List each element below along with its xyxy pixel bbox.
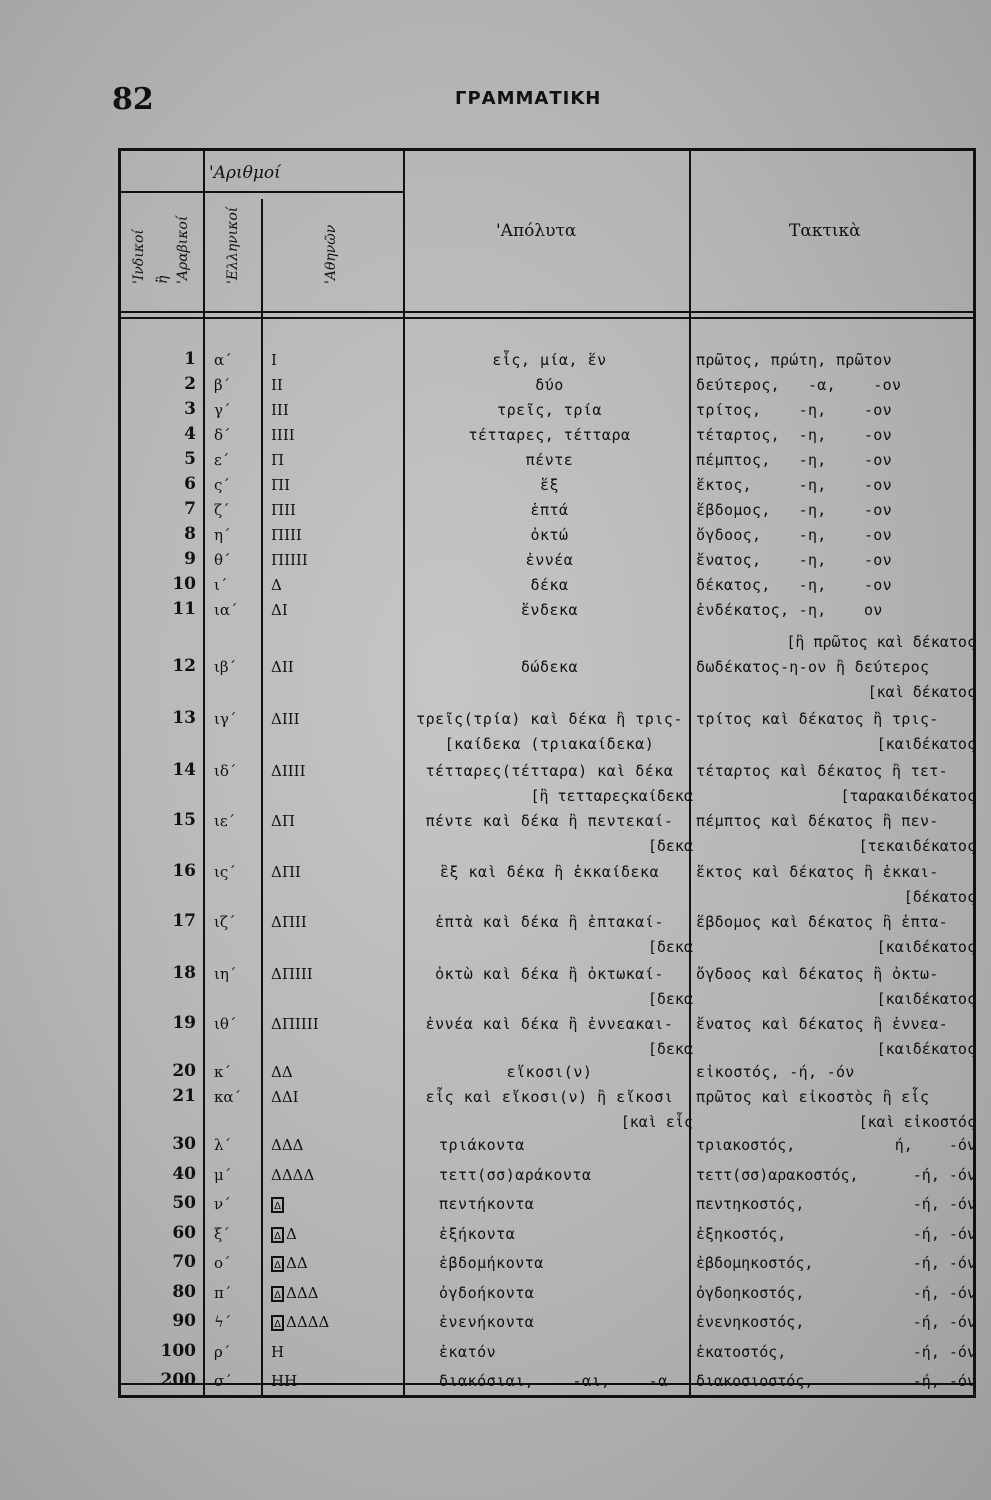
row21-cardinal-2: [καὶ εἷς xyxy=(620,1113,693,1131)
tens-cardinal: ἑξήκοντα xyxy=(439,1224,516,1243)
tens-cardinal: πεντήκοντα xyxy=(439,1195,535,1213)
row18-attic: ΔΠIII xyxy=(271,965,313,983)
tens-ordinal-endings: -ή, -όν xyxy=(912,1195,976,1213)
row-greek-numeral: ε΄ xyxy=(214,451,230,469)
tens-cardinal: τεττ(σσ)αράκοντα xyxy=(439,1165,592,1184)
row20-number: 20 xyxy=(172,1061,196,1081)
tens-ordinal-endings: -ή, -όν xyxy=(912,1224,976,1243)
row14-ordinal-2: [ταρακαιδέκατος xyxy=(840,787,976,805)
tens-attic-numeral xyxy=(271,1195,286,1213)
row18-ordinal-1: ὄγδοος καὶ δέκατος ἢ ὀκτω- xyxy=(696,965,939,983)
group-header-line xyxy=(121,191,403,193)
tens-ordinal: ἑβδομηκοστός, xyxy=(696,1254,814,1272)
row-cardinal: ὀκτώ xyxy=(530,526,569,544)
page-title: ΓΡΑΜΜΑΤΙΚΗ xyxy=(455,88,602,109)
row19-ordinal-1: ἔνατος καὶ δέκατος ἢ ἐννεα- xyxy=(696,1015,948,1033)
row16-ordinal-2: [δέκατος xyxy=(903,888,976,906)
tens-greek-numeral: ϟ΄ xyxy=(214,1313,232,1331)
tens-number: 30 xyxy=(172,1134,196,1154)
row-ordinal: ἔνατος, -η, -ον xyxy=(696,551,892,569)
row18-cardinal-1: ὀκτὼ καὶ δέκα ἢ ὀκτωκαί- xyxy=(435,965,664,983)
row-cardinal: πέντε xyxy=(525,451,574,469)
row-attic-numeral: ΔI xyxy=(271,601,288,619)
row-ordinal: ἕκτος, -η, -ον xyxy=(696,476,892,494)
row15-number: 15 xyxy=(172,810,196,830)
tens-ordinal-endings: -ή, -όν xyxy=(912,1372,976,1390)
row-ordinal: ἕβδομος, -η, -ον xyxy=(696,501,892,519)
row21-attic: ΔΔI xyxy=(271,1088,299,1106)
tens-attic-numeral xyxy=(271,1136,304,1154)
row-ordinal: ὄγδοος, -η, -ον xyxy=(696,526,892,544)
tens-cardinal: διακόσιαι, -αι, -α xyxy=(439,1372,668,1390)
tens-attic-numeral xyxy=(271,1284,319,1302)
row-attic-numeral: II xyxy=(271,376,283,394)
row16-ordinal-1: ἕκτος καὶ δέκατος ἢ ἑκκαι- xyxy=(696,863,939,881)
header-indian: 'Ινδικοί xyxy=(131,229,147,284)
tens-greek-numeral: π΄ xyxy=(214,1283,232,1302)
row14-number: 14 xyxy=(172,760,196,780)
tens-attic-numeral xyxy=(271,1372,297,1390)
row17-cardinal-1: ἑπτὰ καὶ δέκα ἢ ἑπτακαί- xyxy=(435,913,664,931)
page-number: 82 xyxy=(112,82,154,117)
row13-attic: ΔIII xyxy=(271,710,300,728)
tens-number: 60 xyxy=(172,1222,196,1243)
pente-delta-box: Δ xyxy=(271,1227,284,1243)
row-greek-numeral: γ΄ xyxy=(214,401,231,419)
tens-number: 50 xyxy=(172,1193,196,1213)
col-line-2 xyxy=(261,199,263,1395)
row19-attic: ΔΠIIII xyxy=(271,1015,319,1033)
row-cardinal: ἑπτά xyxy=(530,501,569,519)
row-attic-numeral: ΠI xyxy=(271,476,291,494)
row12-ordinal-2: δωδέκατος-η-ον ἢ δεύτερος xyxy=(696,658,930,676)
row18-cardinal-2: [δεκα xyxy=(647,990,693,1008)
tens-attic-symbols: H xyxy=(271,1342,285,1361)
tens-attic-symbols: Δ xyxy=(286,1224,297,1243)
row17-number: 17 xyxy=(172,911,196,931)
row17-ordinal-1: ἕβδομος καὶ δέκατος ἢ ἑπτα- xyxy=(696,913,948,931)
tens-attic-symbols: ΔΔ xyxy=(286,1254,308,1272)
col-line-1 xyxy=(203,151,205,1395)
tens-attic-symbols: ΔΔΔ xyxy=(286,1283,319,1302)
row-ordinal: δεύτερος, -α, -ον xyxy=(696,376,902,394)
tens-ordinal-endings: -ή, -όν xyxy=(912,1165,976,1184)
row12-greek: ιβ΄ xyxy=(214,658,237,676)
row17-attic: ΔΠII xyxy=(271,913,307,931)
tens-number: 80 xyxy=(172,1281,196,1302)
row-ordinal: δέκατος, -η, -ον xyxy=(696,576,892,594)
row-number: 5 xyxy=(184,449,196,469)
row-greek-numeral: δ΄ xyxy=(214,426,231,444)
tens-ordinal: πεντηκοστός, xyxy=(696,1195,805,1213)
header-numerals: 'Αριθμοί xyxy=(209,163,281,183)
tens-ordinal-endings: -ή, -όν xyxy=(912,1342,976,1361)
row12-ordinal-1: [ἢ πρῶτος καὶ δέκατος xyxy=(786,633,976,651)
row-number: 6 xyxy=(184,474,196,494)
row13-cardinal-1: τρεῖς(τρία) καὶ δέκα ἢ τρις- xyxy=(416,710,683,728)
row19-number: 19 xyxy=(172,1013,196,1033)
tens-greek-numeral: ρ΄ xyxy=(214,1342,231,1361)
tens-attic-numeral xyxy=(271,1343,284,1361)
col-line-3 xyxy=(403,151,405,1395)
row21-ordinal-2: [καὶ εἰκοστός xyxy=(858,1113,976,1131)
row12-attic: ΔII xyxy=(271,658,294,676)
row-number: 7 xyxy=(184,499,196,519)
row-cardinal: δέκα xyxy=(530,576,569,594)
header-bottom-line-2 xyxy=(121,317,973,319)
row-cardinal: ἕνδεκα xyxy=(520,601,579,619)
row20-ordinal: εἰκοστός, -ή, -όν xyxy=(696,1063,855,1081)
row21-ordinal-1: πρῶτος καὶ εἰκοστὸς ἢ εἷς xyxy=(696,1088,930,1106)
row16-greek: ις΄ xyxy=(214,863,236,881)
row-number: 4 xyxy=(184,424,196,444)
row17-greek: ιζ΄ xyxy=(214,913,236,931)
tens-number: 70 xyxy=(172,1252,196,1272)
tens-attic-symbols: HH xyxy=(271,1372,298,1390)
header-ordinal: Τακτικὰ xyxy=(789,221,861,241)
row12-ordinal-3: [καὶ δέκατος xyxy=(867,683,976,701)
row20-greek: κ΄ xyxy=(214,1063,231,1081)
row-ordinal: πρῶτος, πρώτη, πρῶτον xyxy=(696,351,892,369)
tens-number: 90 xyxy=(172,1311,196,1331)
row15-cardinal-1: πέντε καὶ δέκα ἢ πεντεκαί- xyxy=(425,812,674,830)
tens-ordinal: ὀγδοηκοστός, xyxy=(696,1283,805,1302)
row15-cardinal-2: [δεκα xyxy=(647,837,693,855)
row-cardinal: ἕξ xyxy=(539,476,560,494)
row-ordinal: ἑνδέκατος, -η, ον xyxy=(696,601,883,619)
row-attic-numeral: Π xyxy=(271,451,285,469)
tens-number: 40 xyxy=(172,1163,196,1184)
row20-attic: ΔΔ xyxy=(271,1063,293,1081)
row-number: 9 xyxy=(184,549,196,569)
tens-ordinal: ἑκατοστός, xyxy=(696,1342,787,1361)
row-cardinal: τέτταρες, τέτταρα xyxy=(468,426,631,444)
tens-number: 200 xyxy=(160,1370,196,1390)
row-number: 10 xyxy=(172,574,196,594)
row-attic-numeral: IIII xyxy=(271,426,295,444)
row-greek-numeral: ς΄ xyxy=(214,476,230,494)
header-or: ἢ xyxy=(155,275,171,284)
row21-number: 21 xyxy=(172,1086,196,1106)
row14-greek: ιδ΄ xyxy=(214,762,237,780)
row17-cardinal-2: [δεκα xyxy=(647,938,693,956)
tens-attic-numeral xyxy=(271,1225,297,1243)
row-number: 3 xyxy=(184,399,196,419)
row17-ordinal-2: [καιδέκατος xyxy=(876,938,976,956)
row19-cardinal-1: ἐννέα καὶ δέκα ἢ ἐννεακαι- xyxy=(425,1015,674,1033)
row21-greek: κα΄ xyxy=(214,1088,242,1106)
tens-ordinal: τριακοστός, xyxy=(696,1136,796,1154)
tens-greek-numeral: σ΄ xyxy=(214,1372,232,1390)
tens-greek-numeral: ο΄ xyxy=(214,1254,231,1272)
tens-ordinal-endings: -ή, -όν xyxy=(912,1313,976,1331)
row12-cardinal: δώδεκα xyxy=(520,658,579,676)
row-greek-numeral: β΄ xyxy=(214,376,231,394)
pente-delta-box: Δ xyxy=(271,1286,284,1302)
row19-ordinal-2: [καιδέκατος xyxy=(876,1040,976,1058)
tens-attic-numeral xyxy=(271,1313,329,1331)
row15-greek: ιε΄ xyxy=(214,812,236,830)
row14-attic: ΔIIII xyxy=(271,762,306,780)
row14-cardinal-2: [ἢ τετταρεςκαίδεκα xyxy=(530,787,693,805)
row14-ordinal-1: τέταρτος καὶ δέκατος ἢ τετ- xyxy=(696,762,948,780)
row-cardinal: εἷς, μία, ἕν xyxy=(492,351,607,369)
header-cardinal: 'Απόλυτα xyxy=(496,221,577,241)
row-greek-numeral: ια΄ xyxy=(214,601,238,619)
tens-attic-symbols: ΔΔΔ xyxy=(271,1136,304,1154)
row13-ordinal-1: τρίτος καὶ δέκατος ἢ τρις- xyxy=(696,710,939,728)
row-number: 2 xyxy=(184,374,196,394)
row-cardinal: τρεῖς, τρία xyxy=(497,401,602,419)
row-ordinal: πέμπτος, -η, -ον xyxy=(696,451,892,469)
tens-ordinal-endings: -ή, -όν xyxy=(912,1283,976,1302)
tens-ordinal: ἑξηκοστός, xyxy=(696,1224,787,1243)
tens-greek-numeral: λ΄ xyxy=(214,1136,232,1154)
row13-cardinal-2: [καίδεκα (τριακαίδεκα) xyxy=(444,735,655,753)
row15-ordinal-1: πέμπτος καὶ δέκατος ἢ πεν- xyxy=(696,812,939,830)
row-greek-numeral: η΄ xyxy=(214,526,231,544)
row15-attic: ΔΠ xyxy=(271,812,295,830)
tens-ordinal: διακοσιοστός, xyxy=(696,1372,814,1390)
tens-number: 100 xyxy=(160,1340,196,1361)
row-attic-numeral: I xyxy=(271,351,277,369)
row-greek-numeral: α΄ xyxy=(214,351,232,369)
row13-number: 13 xyxy=(172,708,196,728)
tens-cardinal: ἐνενήκοντα xyxy=(439,1313,535,1331)
row-ordinal: τρίτος, -η, -ον xyxy=(696,401,892,419)
row14-cardinal-1: τέτταρες(τέτταρα) καὶ δέκα xyxy=(425,762,674,780)
row-number: 11 xyxy=(172,599,196,619)
row13-greek: ιγ΄ xyxy=(214,710,237,728)
tens-ordinal-endings: -ή, -όν xyxy=(912,1254,976,1272)
tens-cardinal: ἑβδομήκοντα xyxy=(439,1254,544,1272)
row15-ordinal-2: [τεκαιδέκατος xyxy=(858,837,976,855)
row-attic-numeral: ΠII xyxy=(271,501,296,519)
row18-greek: ιη΄ xyxy=(214,965,237,983)
pente-delta-box: Δ xyxy=(271,1256,284,1272)
header-bottom-line xyxy=(121,311,973,313)
tens-ordinal-endings: ή, -όν xyxy=(894,1136,976,1154)
tens-attic-numeral xyxy=(271,1166,314,1184)
row-attic-numeral: ΠIII xyxy=(271,526,302,544)
row13-ordinal-2: [καιδέκατος xyxy=(876,735,976,753)
row18-number: 18 xyxy=(172,963,196,983)
row18-ordinal-2: [καιδέκατος xyxy=(876,990,976,1008)
row-greek-numeral: θ΄ xyxy=(214,551,231,569)
row-cardinal: ἐννέα xyxy=(525,551,574,569)
header-arabic: 'Αραβικοί xyxy=(175,215,191,284)
row21-cardinal-1: εἷς καὶ εἴκοσι(ν) ἢ εἴκοσι xyxy=(425,1088,674,1106)
row-number: 8 xyxy=(184,524,196,544)
row-attic-numeral: ΠIIII xyxy=(271,551,308,569)
row16-cardinal-1: ἓξ καὶ δέκα ἢ ἑκκαίδεκα xyxy=(439,863,660,881)
tens-ordinal: τεττ(σσ)αρακοστός, xyxy=(696,1165,859,1184)
numerals-table xyxy=(118,148,976,1398)
row-ordinal: τέταρτος, -η, -ον xyxy=(696,426,892,444)
header-athenian: 'Αθηνῶν xyxy=(323,224,339,284)
row16-attic: ΔΠI xyxy=(271,863,301,881)
row-attic-numeral: III xyxy=(271,401,289,419)
row-attic-numeral: Δ xyxy=(271,576,282,594)
row20-cardinal: εἴκοσι(ν) xyxy=(506,1063,593,1081)
row19-cardinal-2: [δεκα xyxy=(647,1040,693,1058)
row16-number: 16 xyxy=(172,861,196,881)
row-greek-numeral: ζ΄ xyxy=(214,501,230,519)
pente-delta-box: Δ xyxy=(271,1315,284,1331)
tens-cardinal: ὀγδοήκοντα xyxy=(439,1283,535,1302)
tens-attic-symbols: ΔΔΔΔ xyxy=(286,1313,330,1331)
row12-number: 12 xyxy=(172,656,196,676)
row-cardinal: δύο xyxy=(535,376,564,394)
tens-greek-numeral: μ΄ xyxy=(214,1165,232,1184)
pente-delta-box: Δ xyxy=(271,1197,284,1213)
header-greek: 'Ελληνικοί xyxy=(225,206,241,284)
row-greek-numeral: ι΄ xyxy=(214,576,228,594)
row-number: 1 xyxy=(184,349,196,369)
tens-attic-numeral xyxy=(271,1254,308,1272)
tens-attic-symbols: ΔΔΔΔ xyxy=(271,1165,315,1184)
row19-greek: ιθ΄ xyxy=(214,1015,237,1033)
tens-cardinal: τριάκοντα xyxy=(439,1136,525,1154)
tens-greek-numeral: ν΄ xyxy=(214,1195,231,1213)
tens-cardinal: ἑκατόν xyxy=(439,1342,497,1361)
tens-greek-numeral: ξ΄ xyxy=(214,1224,230,1243)
tens-ordinal: ἐνενηκοστός, xyxy=(696,1313,805,1331)
